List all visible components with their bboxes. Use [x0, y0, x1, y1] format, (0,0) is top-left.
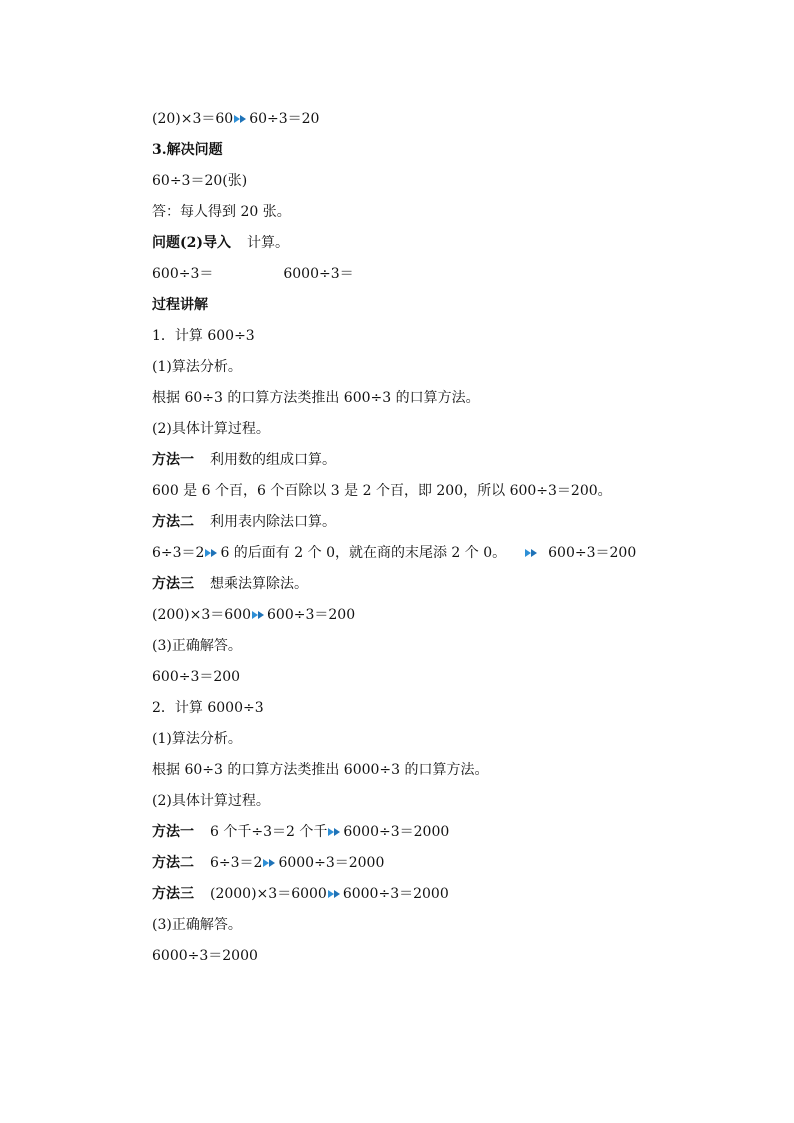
text-line-content: 根据 60÷3 的口算方法类推出 6000÷3 的口算方法。 [152, 762, 489, 778]
subsection-title [152, 697, 752, 728]
subsection-title-text: 2．计算 6000÷3 [152, 700, 264, 716]
answer-line [152, 201, 752, 232]
double-chevron-right-icon [524, 542, 540, 564]
method-line [152, 821, 752, 852]
equation-right: 6000÷3＝2000 [343, 824, 450, 840]
text-line-content: (3)正确解答。 [152, 638, 242, 654]
text-line [152, 418, 752, 449]
equation-right: 6000÷3＝2000 [278, 855, 385, 871]
text-line [152, 356, 752, 387]
exercise-2: 6000÷3＝ [283, 266, 354, 282]
equation-right: 6000÷3＝2000 [342, 886, 449, 902]
exercise-1: 600÷3＝ [152, 266, 214, 282]
text-line-content: 600÷3＝200 [152, 669, 241, 685]
method-line [152, 883, 752, 914]
method-line [152, 449, 752, 480]
equation-left: 6 个千÷3＝2 个千 [210, 824, 328, 840]
text-line [152, 480, 752, 511]
double-chevron-right-icon [204, 542, 220, 564]
text-line [152, 635, 752, 666]
text-line [152, 790, 752, 821]
double-chevron-right-icon [262, 852, 278, 874]
question-text: 计算。 [247, 235, 289, 251]
method-label: 方法一 [152, 824, 194, 840]
text-line [152, 728, 752, 759]
equation-line [152, 542, 752, 573]
equation-right: 60÷3＝20 [249, 111, 320, 127]
method-line [152, 511, 752, 542]
subsection-title [152, 325, 752, 356]
section-heading-text: 3.解决问题 [152, 142, 223, 158]
method-label: 方法三 [152, 886, 194, 902]
text-line-content: (2)具体计算过程。 [152, 793, 270, 809]
method-line [152, 573, 752, 604]
section-heading [152, 139, 752, 170]
equation-middle: 6 的后面有 2 个 0，就在商的末尾添 2 个 0。 [220, 545, 507, 561]
double-chevron-right-icon [233, 108, 249, 130]
text-line-content: 600 是 6 个百，6 个百除以 3 是 2 个百，即 200，所以 600÷3＝200。 [152, 483, 612, 499]
text-line [152, 759, 752, 790]
method-line [152, 852, 752, 883]
method-label: 方法一 [152, 452, 194, 468]
answer-text: 答：每人得到 20 张。 [152, 204, 291, 220]
double-chevron-right-icon [251, 604, 267, 626]
equation-left: 6÷3＝2 [152, 545, 205, 561]
document-body [152, 108, 752, 976]
method-text: 想乘法算除法。 [210, 576, 308, 592]
text-line-content: 6000÷3＝2000 [152, 948, 258, 964]
double-chevron-right-icon [327, 883, 343, 905]
question-label: 问题(2)导入 [152, 235, 231, 251]
text-line [152, 914, 752, 945]
equation-right: 600÷3＝200 [267, 607, 356, 623]
equation-left: (200)×3＝600 [152, 607, 252, 623]
method-label: 方法二 [152, 855, 194, 871]
text-line-content: (1)算法分析。 [152, 359, 242, 375]
method-text: 利用表内除法口算。 [210, 514, 336, 530]
method-label: 方法二 [152, 514, 194, 530]
method-text: 利用数的组成口算。 [210, 452, 336, 468]
double-chevron-right-icon [327, 821, 343, 843]
equation-line [152, 108, 752, 139]
method-label: 方法三 [152, 576, 194, 592]
section-heading-text: 过程讲解 [152, 297, 208, 313]
text-line-content: (2)具体计算过程。 [152, 421, 270, 437]
text-line-content: 根据 60÷3 的口算方法类推出 600÷3 的口算方法。 [152, 390, 480, 406]
exercise-line [152, 263, 752, 294]
subsection-title-text: 1．计算 600÷3 [152, 328, 255, 344]
text-line [152, 945, 752, 976]
question-intro [152, 232, 752, 263]
text-line-content: (1)算法分析。 [152, 731, 242, 747]
text-line [152, 170, 752, 201]
text-line-content: (3)正确解答。 [152, 917, 242, 933]
section-heading [152, 294, 752, 325]
equation-left: (20)×3＝60 [152, 111, 234, 127]
equation-line [152, 604, 752, 635]
text-line [152, 387, 752, 418]
equation-left: 6÷3＝2 [210, 855, 263, 871]
equation-right: 600÷3＝200 [548, 545, 637, 561]
equation-left: (2000)×3＝6000 [210, 886, 327, 902]
text-line [152, 666, 752, 697]
text-line-content: 60÷3＝20(张) [152, 173, 248, 189]
